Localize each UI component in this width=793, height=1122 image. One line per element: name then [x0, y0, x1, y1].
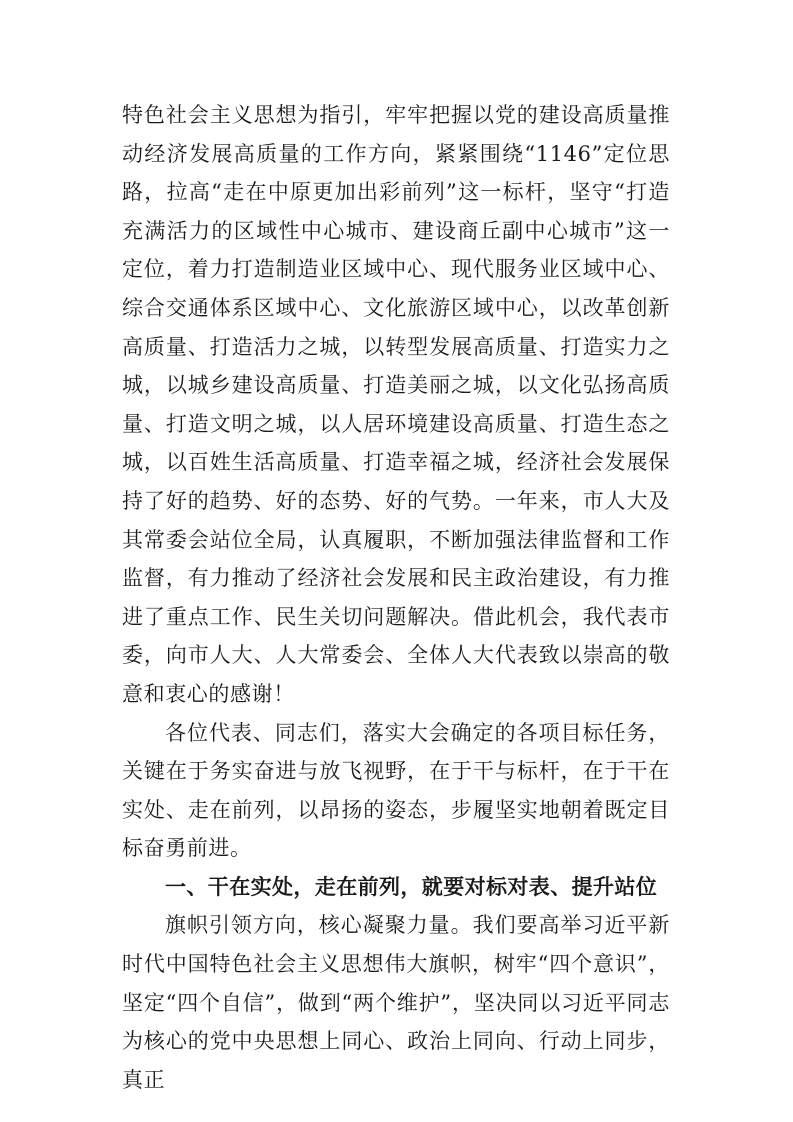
- document-body: [122, 96, 670, 1099]
- section-heading-1: 一、干在实处，走在前列，就要对标对表、提升站位: [165, 874, 658, 899]
- paragraph-section-1: 旗帜引领方向，核心凝聚力量。我们要高举习近平新时代中国特色社会主义思想伟大旗帜，树牢“四个意识”，坚定“四个自信”，做到“两个维护”，坚决同以习近平同志为核心的党中央思想上同心、政治上同向、行动上同步，真正: [122, 913, 670, 1092]
- paragraph-tasks: 各位代表、同志们，落实大会确定的各项目标任务，关键在于务实奋进与放飞视野，在于干与标杆，在于干在实处、走在前列，以昂扬的姿态，步履坚实地朝着既定目标奋勇前进。: [122, 720, 670, 861]
- paragraph-intro-continued: 特色社会主义思想为指引，牢牢把握以党的建设高质量推动经济发展高质量的工作方向，紧紧围绕“1146”定位思路，拉高“走在中原更加出彩前列”这一标杆，坚守“打造充满活力的区域性中心城市、建设商丘副中心城市”这一定位，着力打造制造业区域中心、现代服务业区域中心、综合交通体系区域中心、文化旅游区域中心，以改革创新高质量、打造活力之城，以转型发展高质量、打造实力之城，以城乡建设高质量、打造美丽之城，以文化弘扬高质量、打造文明之城，以人居环境建设高质量、打造生态之城，以百姓生活高质量、打造幸福之城，经济社会发展保持了好的趋势、好的态势、好的气势。一年来，市人大及其常委会站位全局，认真履职，不断加强法律监督和工作监督，有力推动了经济社会发展和民主政治建设，有力推进了重点工作、民生关切问题解决。借此机会，我代表市委，向市人大、人大常委会、全体人大代表致以崇高的敬意和衷心的感谢！: [122, 103, 670, 706]
